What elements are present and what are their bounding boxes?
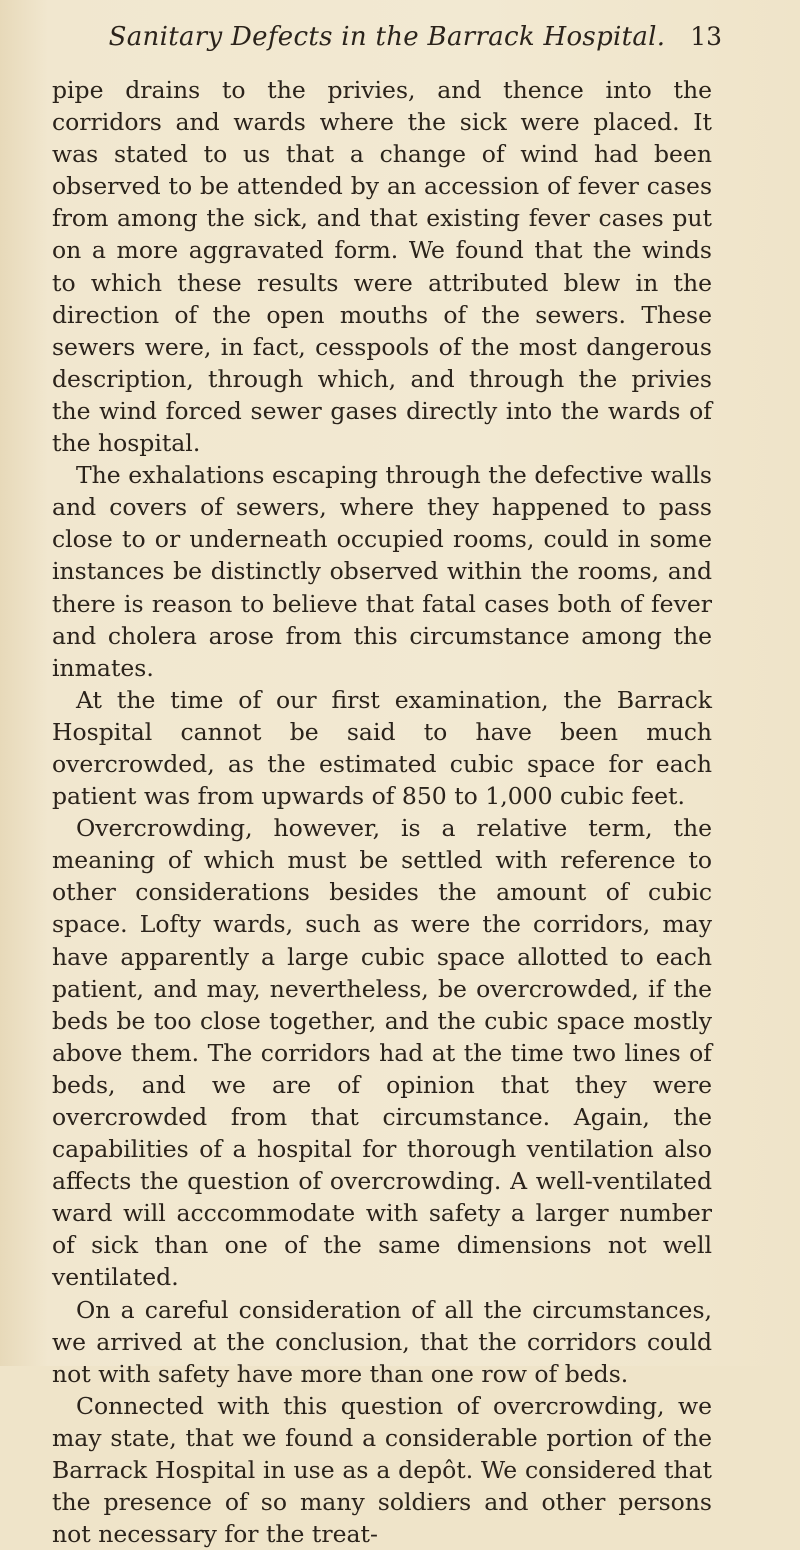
paragraph: Overcrowding, however, is a relative term, the meaning of which must be settled with reference to other considerations besides the amount of cubic space. Lofty wards, such as were the corridors, may have apparently a large cubic space allotted to each patient, and may, nevertheless, be overcrowded, if the beds be too close together, and the cubic space mostly above them. The corridors had at the time two lines of beds, and we are of opinion that they were overcrowded from that circumstance. Again, the capabilities of a hospital for thorough ventilation also affects the question of overcrowding. A well-ventilated ward will acccommodate with safety a larger number of sick than one of the same dimensions not well ventilated. <box>52 814 712 1292</box>
paragraph: On a careful consideration of all the circumstances, we arrived at the conclusion, that the corridors could not with safety have more than one row of beds. <box>52 1295 712 1388</box>
body-text <box>52 74 712 1550</box>
paragraph: pipe drains to the privies, and thence into the corridors and wards where the sick were placed. It was stated to us that a change of wind had been observed to be attended by an accession of fever cases from among the sick, and that existing fever cases put on a more aggravated form. We found that the winds to which these results were attributed blew in the direction of the open mouths of the sewers. These sewers were, in fact, cesspools of the most dangerous description, through which, and through the privies the wind forced sewer gases directly into the wards of the hospital. <box>52 76 712 458</box>
running-title: Sanitary Defects in the Barrack Hospital. <box>108 22 666 52</box>
paragraph: At the time of our first examination, the Barrack Hospital cannot be said to have been much overcrowded, as the estimated cubic space for each patient was from upwards of 850 to 1,000 cubic feet. <box>52 685 712 811</box>
paragraph: Connected with this question of overcrowding, we may state, that we found a considerable portion of the Barrack Hospital in use as a depôt. We considered that the presence of so many soldiers and other persons not necessary for the treat- <box>52 1391 712 1549</box>
paragraph: The exhalations escaping through the defective walls and covers of sewers, where they happened to pass close to or underneath occupied rooms, could in some instances be distinctly observed within the rooms, and there is reason to believe that fatal cases both of fever and cholera arose from this circumstance among the inmates. <box>52 461 712 682</box>
page-number: 13 <box>690 22 722 51</box>
page-header <box>52 22 722 56</box>
